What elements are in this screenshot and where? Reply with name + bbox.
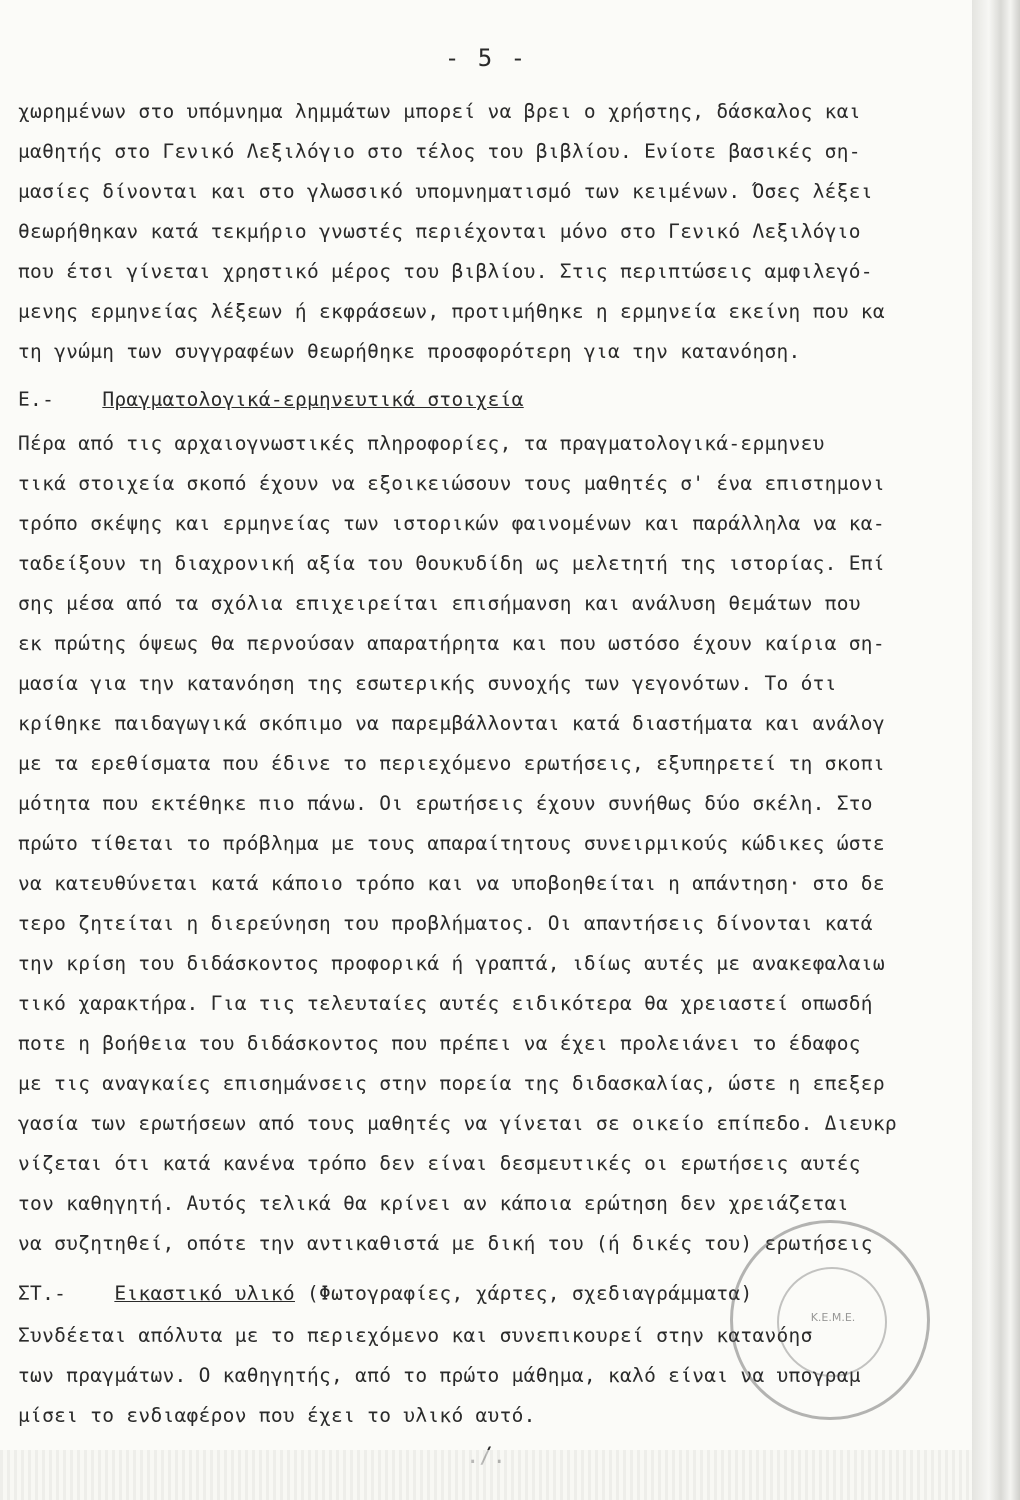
text-line: να συζητηθεί, οπότε την αντικαθιστά με δική του (ή δικές του) ερωτήσεις (18, 1232, 873, 1255)
text-line: με τα ερεθίσματα που έδινε το περιεχόμενο ερωτήσεις, εξυπηρετεί τη σκοπι (18, 752, 885, 775)
text-line: μενης ερμηνείας λέξεων ή εκφράσεων, προτιμήθηκε η ερμηνεία εκείνη που κα (18, 300, 885, 323)
text-line: εκ πρώτης όψεως θα περνούσαν απαρατήρητα και που ωστόσο έχουν καίρια ση- (18, 632, 885, 655)
text-line: κρίθηκε παιδαγωγικά σκόπιμο να παρεμβάλλονται κατά διαστήματα και ανάλογ (18, 712, 885, 735)
text-line: μότητα που εκτέθηκε πιο πάνω. Οι ερωτήσεις έχουν συνήθως δύο σκέλη. Στο (18, 792, 873, 815)
text-line: τερο ζητείται η διερεύνηση του προβλήματος. Οι απαντήσεις δίνονται κατά (18, 912, 873, 935)
text-line: ταδείξουν τη διαχρονική αξία του Θουκυδίδη ως μελετητή της ιστορίας. Επί (18, 552, 885, 575)
text-line: την κρίση του διδάσκοντος προφορικά ή γραπτά, ιδίως αυτές με ανακεφαλαιω (18, 952, 885, 975)
text-line: τη γνώμη των συγγραφέων θεωρήθηκε προσφορότερη για την κατανόηση. (18, 340, 801, 363)
text-line: τον καθηγητή. Αυτός τελικά θα κρίνει αν κάποια ερώτηση δεν χρειάζεται (18, 1192, 849, 1215)
text-line: με τις αναγκαίες επισημάνσεις στην πορεία της διδασκαλίας, ώστε η επεξερ (18, 1072, 885, 1095)
section-title: Εικαστικό υλικό (114, 1282, 295, 1305)
text-line: θεωρήθηκαν κατά τεκμήριο γνωστές περιέχονται μόνο στο Γενικό Λεξιλόγιο (18, 220, 861, 243)
text-line: να κατευθύνεται κατά κάποιο τρόπο και να υποβοηθείται η απάντηση· στο δε (18, 872, 885, 895)
text-line: σης μέσα από τα σχόλια επιχειρείται επισήμανση και ανάλυση θεμάτων που (18, 592, 861, 615)
stamp-text: Κ.Ε.Μ.Ε. (810, 1311, 856, 1324)
text-line: τικά στοιχεία σκοπό έχουν να εξοικειώσουν τους μαθητές σ' ένα επιστημονι (18, 472, 885, 495)
page-number: - 5 - (444, 44, 528, 72)
text-line: τρόπο σκέψης και ερμηνείας των ιστορικών φαινομένων και παράλληλα να κα- (18, 512, 885, 535)
text-line: Συνδέεται απόλυτα με το περιεχόμενο και συνεπικουρεί στην κατανόησ (18, 1324, 813, 1347)
section-title-rest: (Φωτογραφίες, χάρτες, σχεδιαγράμματα) (294, 1282, 753, 1305)
text-line: μασία για την κατανόηση της εσωτερικής συνοχής των γεγονότων. Το ότι (18, 672, 837, 695)
section-title: Πραγματολογικά-ερμηνευτικά στοιχεία (102, 388, 524, 411)
text-line: ποτε η βοήθεια του διδάσκοντος που πρέπει να έχει προλειάνει το έδαφος (18, 1032, 861, 1055)
section-heading-e (18, 388, 968, 411)
text-line: Πέρα από τις αρχαιογνωστικές πληροφορίες, τα πραγματολογικά-ερμηνευ (18, 432, 825, 455)
text-line: γασία των ερωτήσεων από τους μαθητές να γίνεται σε οικείο επίπεδο. Διευκρ (18, 1112, 897, 1135)
text-line: μαθητής στο Γενικό Λεξιλόγιο στο τέλος του βιβλίου. Ενίοτε βασικές ση- (18, 140, 861, 163)
book-page-edges (972, 0, 1020, 1500)
text-line: νίζεται ότι κατά κανένα τρόπο δεν είναι δεσμευτικές οι ερωτήσεις αυτές (18, 1152, 861, 1175)
text-line: μίσει το ενδιαφέρον που έχει το υλικό αυτό. (18, 1404, 536, 1427)
official-stamp (730, 1220, 930, 1420)
section-label: ΣΤ.- (18, 1282, 67, 1305)
text-line: χωρημένων στο υπόμνημα λημμάτων μπορεί να βρει ο χρήστης, δάσκαλος και (18, 100, 861, 123)
section-label: Ε.- (18, 388, 55, 411)
text-line: τικό χαρακτήρα. Για τις τελευταίες αυτές ειδικότερα θα χρειαστεί οπωσδή (18, 992, 873, 1015)
scan-bottom-edge (0, 1450, 972, 1500)
text-line: μασίες δίνονται και στο γλωσσικό υπομνηματισμό των κειμένων. Όσες λέξει (18, 180, 873, 203)
text-line: πρώτο τίθεται το πρόβλημα με τους απαραίτητους συνειρμικούς κώδικες ώστε (18, 832, 885, 855)
text-line: που έτσι γίνεται χρηστικό μέρος του βιβλίου. Στις περιπτώσεις αμφιλεγό- (18, 260, 873, 283)
text-line: των πραγμάτων. Ο καθηγητής, από το πρώτο μάθημα, καλό είναι να υπογραμ (18, 1364, 861, 1387)
